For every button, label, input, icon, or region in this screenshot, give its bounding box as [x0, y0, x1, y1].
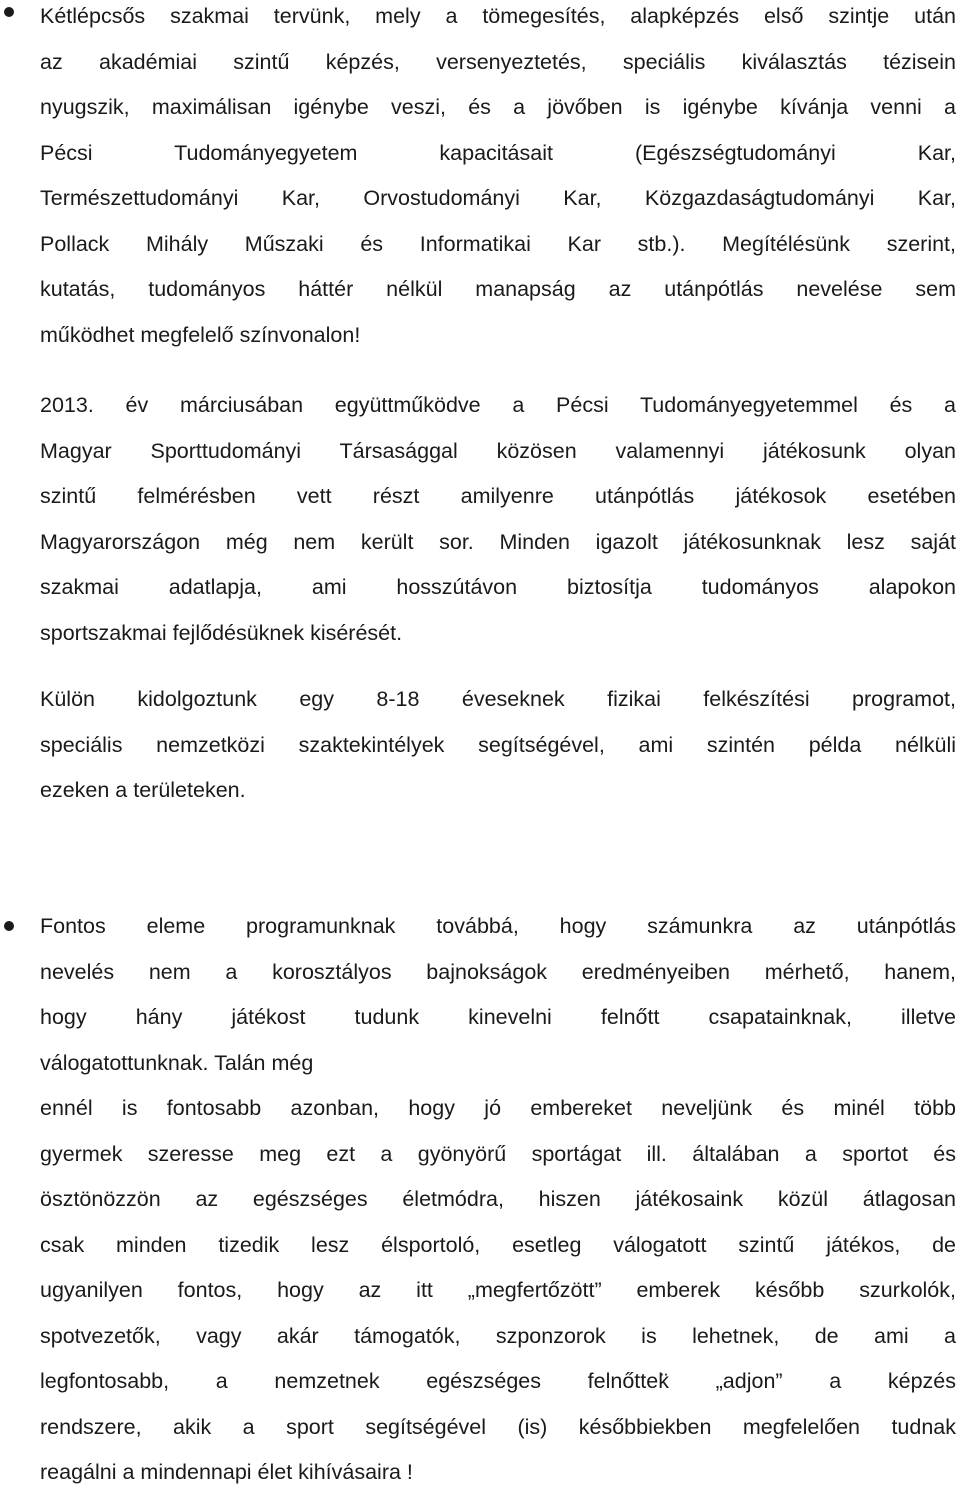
paragraph-2: [40, 383, 956, 656]
text-line: ösztönözzön az egészséges életmódra, hiszen játékosaink közül átlagosan: [40, 1187, 956, 1211]
text-line: 2013. év márciusában együttműködve a Pécsi Tudományegyetemmel és a: [40, 393, 956, 417]
text-line: működhet megfelelő színvonalon!: [40, 322, 361, 347]
text-line: nevelés nem a korosztályos bajnokságok eredményeiben mérhető, hanem,: [40, 959, 956, 984]
paragraph-5: [40, 1086, 956, 1496]
text-line: ennél is fontosabb azonban, hogy jó embereket neveljünk és minél több: [40, 1096, 956, 1120]
text-line: Külön kidolgoztunk egy 8-18 éveseknek fizikai felkészítési programot,: [40, 687, 956, 711]
text-line: spotvezetők, vagy akár támogatók, szponzorok is lehetnek, de ami a: [40, 1323, 956, 1348]
text-line: speciális nemzetközi szaktekintélyek segítségével, ami szintén példa nélküli: [40, 732, 956, 757]
text-line: ezeken a területeken.: [40, 778, 246, 802]
paragraph-1: [40, 0, 956, 358]
text-line: nyugszik, maximálisan igénybe veszi, és a jövőben is igénybe kívánja venni a: [40, 95, 956, 119]
text-line: szakmai adatlapja, ami hosszútávon biztosítja tudományos alapokon: [40, 575, 956, 599]
text-line: Természettudományi Kar, Orvostudományi Kar, Közgazdaságtudományi Kar,: [40, 186, 956, 210]
bullet-icon: [4, 921, 14, 931]
text-line: reagálni a mindennapi élet kihívásaira !: [40, 1460, 413, 1484]
text-line: kutatás, tudományos háttér nélkül manapság az utánpótlás nevelése sem: [40, 277, 956, 301]
text-line: csak minden tizedik lesz élsportoló, esetleg válogatott szintű játékos, de: [40, 1232, 956, 1257]
text-line: válogatottunknak. Talán még: [40, 1050, 314, 1075]
text-line: rendszere, akik a sport segítségével (is) későbbiekben megfelelően tudnak: [40, 1414, 956, 1439]
text-line: Pollack Mihály Műszaki és Informatikai Kar stb.). Megítélésünk szerint,: [40, 231, 956, 256]
text-line: Fontos eleme programunknak továbbá, hogy számunkra az utánpótlás: [40, 914, 956, 938]
text-line: az akadémiai szintű képzés, versenyeztetés, speciális kiválasztás tézisein: [40, 49, 956, 74]
paragraph-3: [40, 677, 956, 814]
text-line: sportszakmai fejlődésüknek kisérését.: [40, 620, 403, 645]
paragraph-4: [40, 904, 956, 1086]
text-line: Pécsi Tudományegyetem kapacitásait (Egészségtudományi Kar,: [40, 140, 956, 165]
text-line: hogy hány játékost tudunk kinevelni felnőtt csapatainknak, illetve: [40, 1005, 956, 1029]
text-line: Kétlépcsős szakmai tervünk, mely a tömegesítés, alapképzés első szintje után: [40, 4, 956, 28]
text-line: szintű felmérésben vett részt amilyenre utánpótlás játékosok esetében: [40, 484, 956, 508]
bullet-icon: [4, 7, 14, 17]
text-line: Magyarországon még nem került sor. Minden igazolt játékosunknak lesz saját: [40, 529, 956, 554]
text-line: Magyar Sporttudományi Társasággal közösen valamennyi játékosunk olyan: [40, 438, 956, 463]
text-line: legfontosabb, a nemzetnek egészséges felnőttek̈ „adjon” a képzés: [40, 1369, 956, 1393]
text-line: ugyanilyen fontos, hogy az itt „megfertőzött” emberek később szurkolók,: [40, 1278, 956, 1302]
text-line: gyermek szeresse meg ezt a gyönyörű sportágat ill. általában a sportot és: [40, 1141, 956, 1166]
